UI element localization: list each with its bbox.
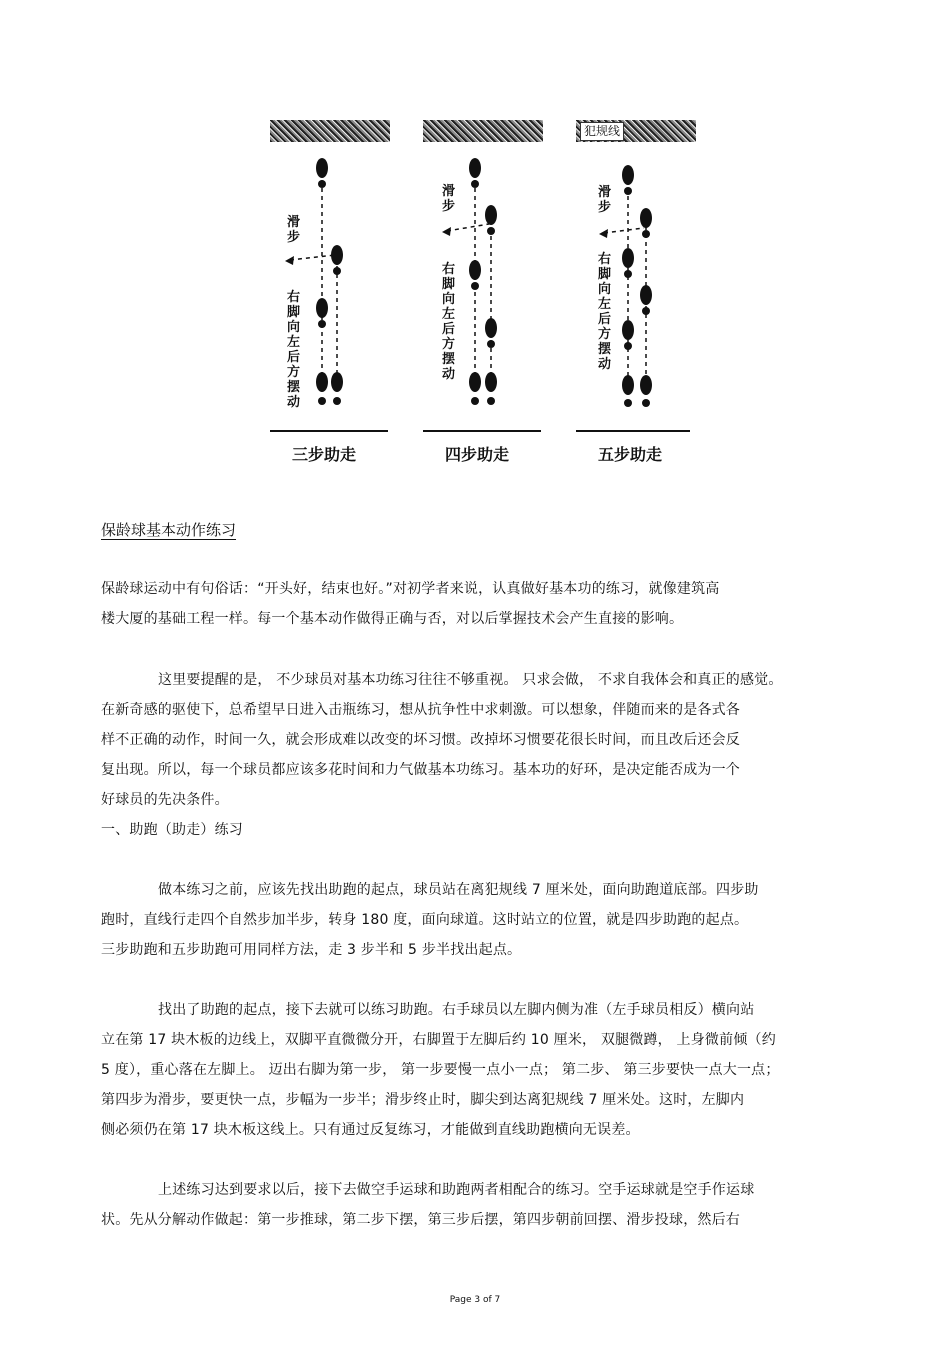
text-line: 楼大厦的基础工程一样。每一个基本动作做得正确与否，对以后掌握技术会产生直接的影响。	[101, 611, 684, 627]
text-line: 找出了助跑的起点，接下去就可以练习助跑。右手球员以左脚内侧为准（左手球员相反）横向站	[158, 1002, 755, 1018]
baseline	[270, 430, 388, 432]
text-line: 在新奇感的驱使下，总希望早日进入击瓶练习，想从抗争性中求刺激。可以想象，伴随而来的是各式各	[101, 702, 740, 718]
text-line: 立在第 17 块木板的边线上，双脚平直微微分开，右脚置于左脚后约 10 厘米， 双腿微蹲， 上身微前倾（约	[101, 1032, 776, 1048]
slide-label: 滑步	[442, 184, 456, 214]
text-line: 5 度），重心落在左脚上。 迈出右脚为第一步， 第一步要慢一点小一点； 第二步、 第三步要快一点大一点；	[101, 1062, 780, 1078]
text-line: 做本练习之前，应该先找出助跑的起点，球员站在离犯规线 7 厘米处，面向助跑道底部。四步助	[158, 882, 759, 898]
text-line: 状。先从分解动作做起：第一步推球，第二步下摆，第三步后摆，第四步朝前回摆、滑步投球，然后右	[101, 1212, 740, 1228]
baseline	[423, 430, 541, 432]
diagram-four-step	[423, 120, 553, 470]
text-line: 这里要提醒的是， 不少球员对基本功练习往往不够重视。 只求会做， 不求自我体会和真正的感觉。	[158, 672, 783, 688]
foul-line-label: 犯规线	[580, 122, 624, 141]
diagram-caption: 五步助走	[598, 445, 663, 464]
text-line: 跑时，直线行走四个自然步加半步，转身 180 度，面向球道。这时站立的位置，就是四步助跑的起点。	[101, 912, 749, 928]
baseline	[576, 430, 690, 432]
text-line: 第四步为滑步，要更快一点，步幅为一步半；滑步终止时，脚尖到达离犯规线 7 厘米处。这时，左脚内	[101, 1092, 745, 1108]
text-line: 侧必须仍在第 17 块木板这线上。只有通过反复练习，才能做到直线助跑横向无误差。	[101, 1122, 640, 1138]
section-heading: 一、助跑（助走）练习	[101, 822, 243, 838]
swing-label: 右脚向左后方摆动	[442, 262, 456, 382]
diagram-five-step	[576, 120, 706, 470]
section-title: 保龄球基本动作练习	[101, 521, 237, 539]
text-line: 保龄球运动中有句俗话：“开头好，结束也好。”对初学者来说，认真做好基本功的练习，就像建筑高	[101, 581, 720, 597]
diagram-caption: 三步助走	[292, 445, 357, 464]
swing-label: 右脚向左后方摆动	[598, 252, 612, 372]
footprint-diagram	[576, 120, 706, 430]
text-line: 好球员的先决条件。	[101, 792, 229, 808]
page-number: Page 3 of 7	[449, 1295, 501, 1305]
slide-label: 滑步	[598, 185, 612, 215]
text-line: 复出现。所以，每一个球员都应该多花时间和力气做基本功练习。基本功的好环，是决定能否成为一个	[101, 762, 740, 778]
text-line: 样不正确的动作，时间一久，就会形成难以改变的坏习惯。改掉坏习惯要花很长时间，而且改后还会反	[101, 732, 740, 748]
diagram-three-step	[270, 120, 400, 470]
text-line: 上述练习达到要求以后，接下去做空手运球和助跑两者相配合的练习。空手运球就是空手作运球	[158, 1182, 755, 1198]
diagram-caption: 四步助走	[445, 445, 510, 464]
text-line: 三步助跑和五步助跑可用同样方法，走 3 步半和 5 步半找出起点。	[101, 942, 522, 958]
slide-label: 滑步	[287, 215, 301, 245]
swing-label: 右脚向左后方摆动	[287, 290, 301, 410]
